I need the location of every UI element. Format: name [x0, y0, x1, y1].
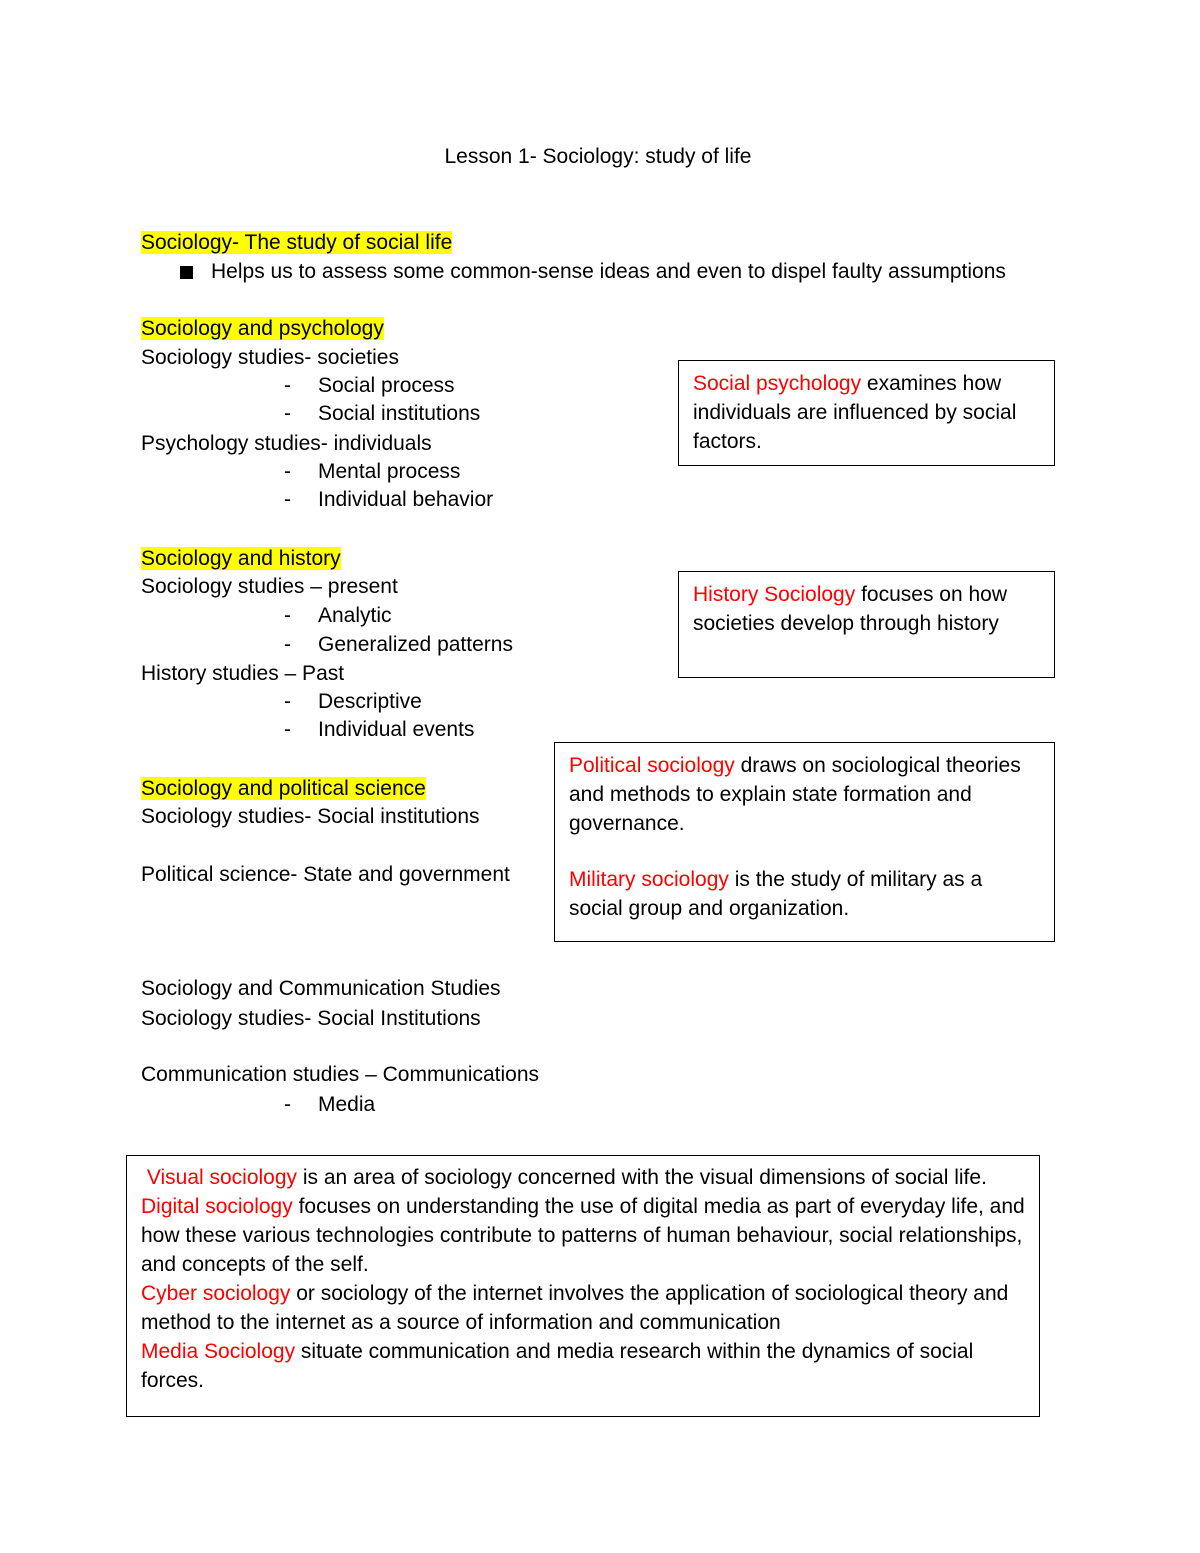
political-science-line: Political science- State and government [141, 863, 510, 886]
list-item: Social institutions [318, 402, 481, 425]
list-dash: - [284, 1093, 291, 1116]
list-item: Individual events [318, 718, 475, 741]
list-item: Mental process [318, 460, 461, 483]
term-highlight: Visual sociology [146, 1166, 298, 1189]
term-highlight: Social psychology [693, 372, 862, 395]
term-highlight: Digital sociology [141, 1195, 293, 1218]
term-highlight: Military sociology [569, 868, 729, 891]
list-dash: - [284, 690, 291, 713]
note-box-communication-sociologies [126, 1155, 1040, 1417]
section-heading-sociology: Sociology- The study of social life [141, 231, 453, 254]
note-text: Political sociology draws on sociological theories and methods to explain state formation and governance. [569, 754, 1021, 835]
term-highlight: History Sociology [693, 583, 856, 606]
note-text: History Sociology focuses on how societies develop through history [693, 583, 1007, 635]
list-item: Media [318, 1093, 376, 1116]
list-dash: - [284, 374, 291, 397]
section-heading-communication: Sociology and Communication Studies [141, 977, 501, 1000]
note-text: Social psychology examines how individuals are influenced by social factors. [693, 372, 1017, 453]
note-box-social-psychology [678, 360, 1055, 466]
communication-studies-line: Communication studies – Communications [141, 1063, 540, 1086]
sociology-studies-line: Sociology studies – present [141, 575, 398, 598]
psychology-studies-line: Psychology studies- individuals [141, 432, 432, 455]
sociology-studies-line: Sociology studies- Social institutions [141, 805, 480, 828]
note-text: Visual sociology is an area of sociology concerned with the visual dimensions of social life. [146, 1166, 987, 1189]
term-highlight: Cyber sociology [141, 1282, 291, 1305]
bullet-text: Helps us to assess some common-sense ideas and even to dispel faulty assumptions [211, 260, 1006, 283]
list-dash: - [284, 633, 291, 656]
term-highlight: Political sociology [569, 754, 735, 777]
list-dash: - [284, 718, 291, 741]
history-studies-line: History studies – Past [141, 662, 345, 685]
section-heading-history: Sociology and history [141, 547, 341, 570]
note-text: Digital sociology focuses on understanding the use of digital media as part of everyday life, and how these various technologies contribute to patterns of human behaviour, social relationships, and concepts of the self. [141, 1195, 1025, 1276]
note-text: Media Sociology situate communication and media research within the dynamics of social forces. [141, 1340, 974, 1392]
list-item: Descriptive [318, 690, 422, 713]
list-item: Analytic [318, 604, 392, 627]
section-heading-political-science: Sociology and political science [141, 777, 426, 800]
term-highlight: Media Sociology [141, 1340, 296, 1363]
note-box-history-sociology [678, 571, 1055, 678]
note-text: Cyber sociology or sociology of the internet involves the application of sociological theory and method to the internet as a source of information and communication [141, 1282, 1009, 1334]
list-item: Social process [318, 374, 455, 397]
list-dash: - [284, 402, 291, 425]
square-bullet-icon [180, 266, 193, 279]
sociology-studies-line: Sociology studies- societies [141, 346, 399, 369]
section-heading-psychology: Sociology and psychology [141, 317, 384, 340]
note-text: Military sociology is the study of military as a social group and organization. [569, 868, 983, 920]
note-box-political-sociology [554, 742, 1055, 942]
page-title: Lesson 1- Sociology: study of life [444, 145, 752, 168]
list-dash: - [284, 604, 291, 627]
sociology-studies-line: Sociology studies- Social Institutions [141, 1007, 481, 1030]
list-dash: - [284, 460, 291, 483]
list-dash: - [284, 488, 291, 511]
list-item: Generalized patterns [318, 633, 513, 656]
list-item: Individual behavior [318, 488, 494, 511]
